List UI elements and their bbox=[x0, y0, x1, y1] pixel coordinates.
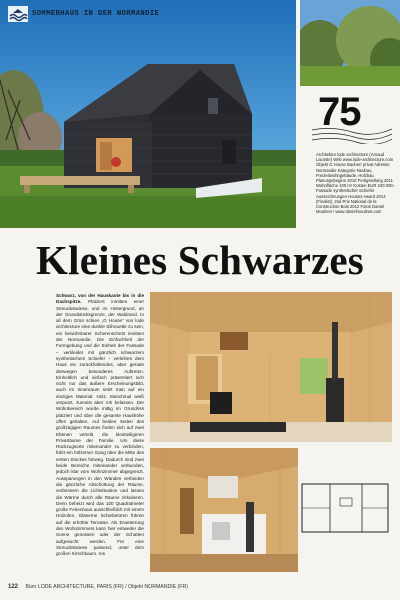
article-headline: Kleines Schwarzes bbox=[36, 237, 364, 283]
kicker-text: SOMMERHAUS IN DER NORMANDIE bbox=[32, 10, 160, 18]
interior-living-room-photo bbox=[150, 292, 392, 442]
page-number: 122 bbox=[8, 584, 19, 590]
house-wave-logo-icon bbox=[8, 6, 28, 22]
project-facts: Architektur lode architecture (Arnaud Lacoste) Web www.lode-architecture.com Objekt G House Bauherr privat Adresse Normandie Kategorie Neubau, Freizeitwohngebäude, Holzbau Planungsbeginn 2010 Fertigstellung 2011 Wohnfläche 100 m² Kosten EUR 240 000.- Fassade synthetischer Schiefer Auszeichnungen Houses Award 2014 (Finalist), 2nd Prix National de la Construction Bois 2012 Fotos Daniel Moulinet / www.danielmoulinet.com bbox=[316, 152, 396, 215]
article-body bbox=[56, 293, 144, 557]
project-number: 75 bbox=[318, 90, 361, 134]
footer-credit: Büro LODE ARCHITECTURE, PARIS (FR) / Objekt NORMANDIE (FR) bbox=[25, 584, 188, 590]
article-lead: Schwarz, von der Hauskante bis in die Dachspitze. bbox=[56, 293, 144, 305]
floor-plan-drawing bbox=[300, 478, 392, 538]
section-kicker bbox=[8, 6, 159, 22]
page-footer bbox=[8, 584, 188, 590]
article-text: Platziert inmitten einer Streuobstwiese, und im Hintergrund, an der Grundstücksgrenze, der Waldrand. In all dem Grün schien „G House“ von lode architecture eine dunkle Silhouette zu sein, ein bewohnbarer Scherenschnitt inmitten der Normandie. Die Einfachheit der Formgebung und die Einheit der Fassade – verkleidet mit gänzlich schwarzem synthetischem Schiefer – verleihen dem Haus ein zurückhaltendes, aber gerade deswegen besonderes Auftreten. Einheitlich und einfach präsentiert sich nicht nur das äußere Erscheinungsbild, auch im Innenraum setzt man auf ein einziges Material: Holz. Manchmal weiß verputzt, zumeist aber roh belassen. Der Wohnbereich wurde mittig im Grundriss platziert und über die gesamte Haushöhe offen gehalten. Auf beiden Seiten des großzügigen Raumes finden sich auf zwei Ebenen verteilt, die kleinteiligeren Privaträume der Familie. Um diese Rückzugsorte miteinander zu verbinden, führt ein hölzerner Gang über die Mitte des ersten Stockes hinweg. Dadurch sind zwei beide Bereiche miteinander verbunden, jedoch klar vom Wohnzimmer abgegrenzt. Aussparungen in den Wänden verbinden die gänzliche Abschottung der Räume, verbessern die Lichtsituation und lassen die Wärme durch alle Räume zirkulieren. Denn beheizt wird das 100 Quadratmeter große Ferienhaus ausschließlich mit einem Holzofen. Gläserne Schiebetüren führen auf die erhöhte Terrasse. Als Erweiterung des Wohnzimmers kann hier entweder die Sonne genossen oder der Schatten aufgesucht werden. Für eine Streuobstwiese passend, unter dem großen Kirschbaum. ros bbox=[56, 299, 144, 557]
exterior-house-photo bbox=[0, 0, 296, 228]
decorative-contour-lines bbox=[312, 126, 392, 144]
garden-photo bbox=[300, 0, 400, 86]
interior-kitchen-photo bbox=[150, 448, 298, 572]
